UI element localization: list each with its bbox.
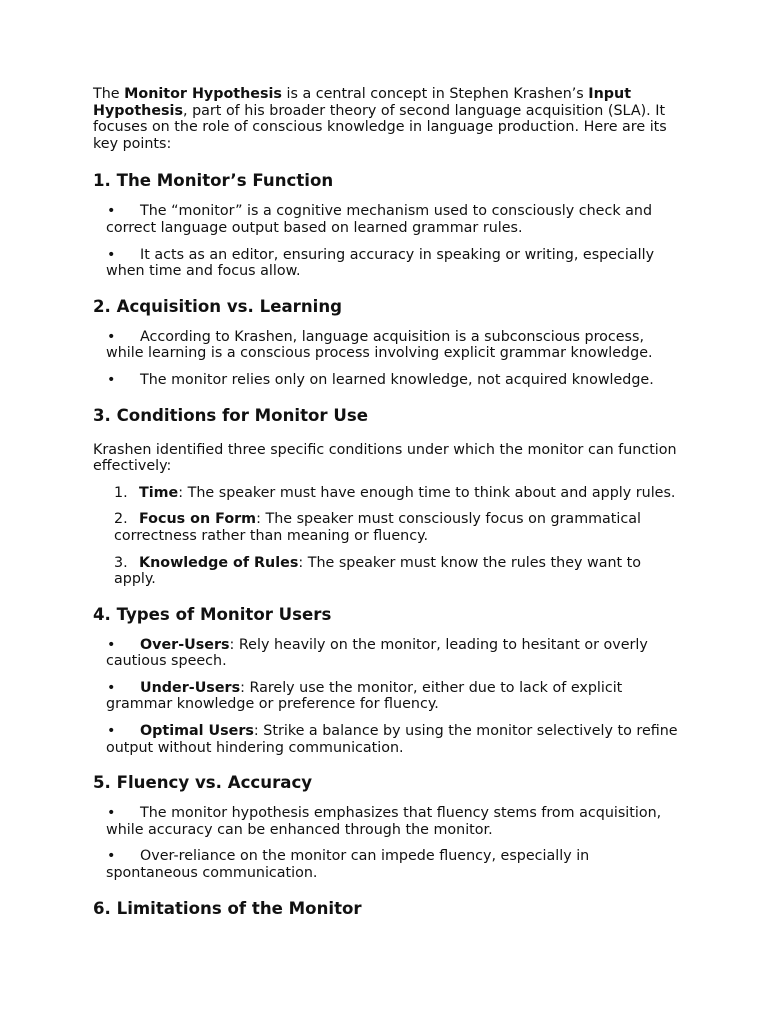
item-text: : Rely heavily on the monitor, leading to hesitant or overly cautious speech. xyxy=(106,636,648,670)
section-heading: 6. Limitations of the Monitor xyxy=(93,898,362,918)
list-item-text: Over-reliance on the monitor can impede fluency, especially in spontaneous communication. xyxy=(106,848,590,882)
list-item xyxy=(93,805,683,838)
item-lead: Under-Users xyxy=(140,679,241,696)
intro-text: The xyxy=(93,86,125,102)
term-input-hypothesis: Input Hypothesis xyxy=(93,86,632,119)
bullet-icon: • xyxy=(107,371,116,388)
section-heading: 5. Fluency vs. Accuracy xyxy=(93,773,313,793)
list-item xyxy=(93,372,683,389)
item-number: 1. xyxy=(114,484,128,501)
document-body xyxy=(93,86,683,931)
section-heading: 4. Types of Monitor Users xyxy=(93,604,332,624)
bullet-icon: • xyxy=(107,679,116,696)
list-item-text: The “monitor” is a cognitive mechanism used to consciously check and correct language output based on learned grammar rules. xyxy=(106,203,653,236)
bullet-list xyxy=(93,329,683,389)
bullet-list xyxy=(93,805,683,881)
numbered-item xyxy=(93,511,683,544)
numbered-item xyxy=(93,485,683,502)
numbered-item xyxy=(93,555,683,588)
list-item xyxy=(93,680,683,713)
section-heading: 2. Acquisition vs. Learning xyxy=(93,296,343,316)
term-monitor-hypothesis: Monitor Hypothesis xyxy=(124,86,282,102)
numbered-list xyxy=(93,485,683,588)
item-text: : The speaker must know the rules they want to apply. xyxy=(114,554,642,588)
list-item xyxy=(93,329,683,362)
list-item-text: It acts as an editor, ensuring accuracy in speaking or writing, especially when time and focus allow. xyxy=(106,246,655,280)
bullet-icon: • xyxy=(107,203,116,220)
list-item xyxy=(93,723,683,756)
item-lead: Knowledge of Rules xyxy=(139,554,299,571)
item-lead: Optimal Users xyxy=(140,723,254,740)
item-lead: Focus on Form xyxy=(139,511,257,528)
bullet-icon: • xyxy=(107,328,116,345)
item-text: : The speaker must consciously focus on grammatical correctness rather than meaning or fluency. xyxy=(114,511,641,544)
bullet-list xyxy=(93,637,683,757)
intro-text: , part of his broader theory of second language acquisition (SLA). It focuses on the role of conscious knowledge in language production. Here are its key points: xyxy=(93,102,667,152)
bullet-icon: • xyxy=(107,805,116,822)
intro-paragraph xyxy=(93,86,683,152)
bullet-icon: • xyxy=(107,636,116,653)
section-heading: 1. The Monitor’s Function xyxy=(93,171,334,191)
list-item-text: The monitor relies only on learned knowledge, not acquired knowledge. xyxy=(140,371,654,388)
section-paragraph: Krashen identified three specific conditions under which the monitor can function effectively: xyxy=(93,441,677,475)
list-item-text: The monitor hypothesis emphasizes that fluency stems from acquisition, while accuracy can be enhanced through the monitor. xyxy=(106,805,662,838)
bullet-list xyxy=(93,203,683,279)
list-item xyxy=(93,637,683,670)
intro-text: is a central concept in Stephen Krashen’s xyxy=(281,86,589,102)
bullet-icon: • xyxy=(107,246,116,263)
list-item xyxy=(93,203,683,236)
item-text: : Rarely use the monitor, either due to lack of explicit grammar knowledge or preference for fluency. xyxy=(106,679,623,713)
section-heading: 3. Conditions for Monitor Use xyxy=(93,405,368,425)
bullet-icon: • xyxy=(107,723,116,740)
list-item xyxy=(93,247,683,280)
list-item-text: According to Krashen, language acquisition is a subconscious process, while learning is a conscious process involving explicit grammar knowledge. xyxy=(106,328,653,362)
item-lead: Time xyxy=(139,484,179,501)
item-text: : The speaker must have enough time to think about and apply rules. xyxy=(178,484,676,501)
bullet-icon: • xyxy=(107,848,116,865)
item-number: 2. xyxy=(114,511,128,528)
item-text: : Strike a balance by using the monitor selectively to refine output without hindering communication. xyxy=(106,723,678,756)
list-item xyxy=(93,848,683,881)
item-number: 3. xyxy=(114,554,128,571)
item-lead: Over-Users xyxy=(140,636,230,653)
